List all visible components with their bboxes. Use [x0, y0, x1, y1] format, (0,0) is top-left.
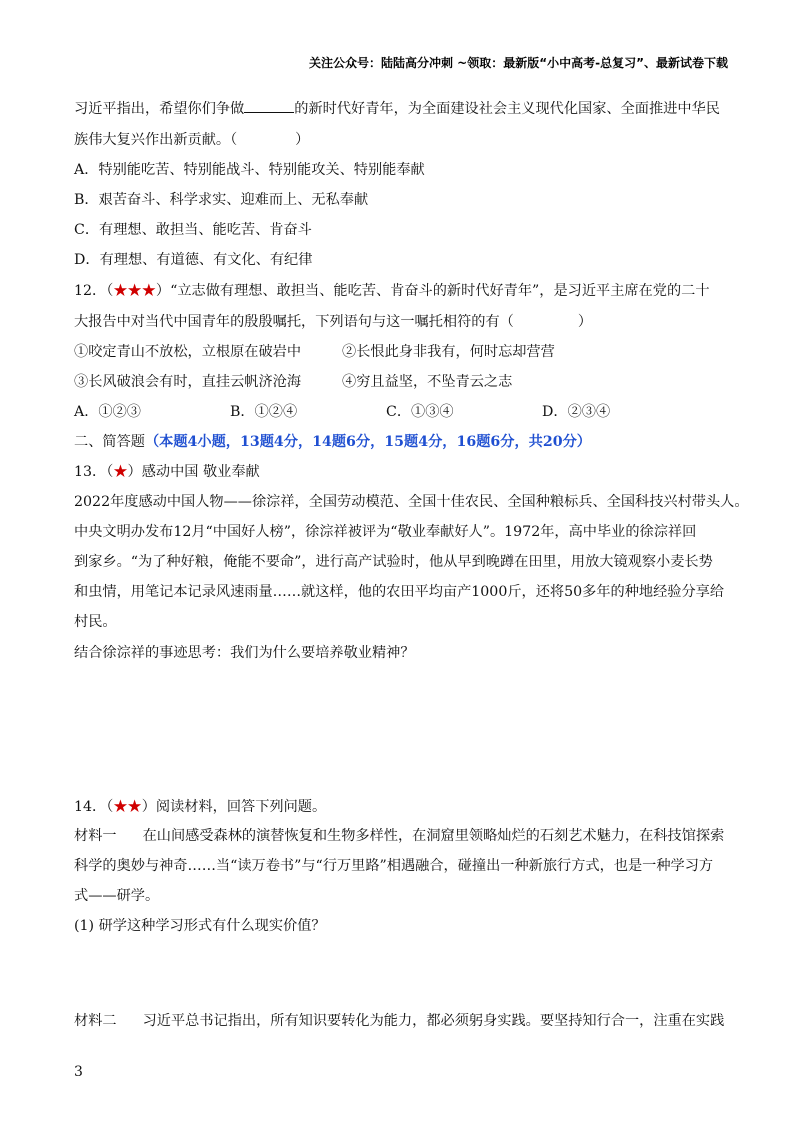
q11-option-c: C．有理想、敢担当、能吃苦、肯奋斗 [74, 222, 312, 238]
q14-material2-label: 材料二 [74, 1013, 117, 1029]
q12-items-row2 [74, 372, 513, 392]
section2-heading [74, 432, 591, 452]
q11-stem-line1 [74, 98, 720, 119]
q12-option-c: C．①③④ [386, 404, 454, 420]
q13-title: ）感动中国 敬业奉献 [127, 464, 260, 480]
q13-text-line5: 村民。 [74, 614, 117, 630]
q14-material2-text1: 习近平总书记指出，所有知识要转化为能力，都必须躬身实践。要坚持知行合一，注重在实践 [142, 1013, 725, 1029]
section2-title: 二、简答题 [74, 434, 145, 450]
q12-stem-line1-text: ）“立志做有理想、敢担当、能吃苦、肯奋斗的新时代好青年”，是习近平主席在党的二十 [155, 283, 710, 299]
q11-stem-part1: 习近平指出，希望你们争做 [74, 101, 245, 117]
q14-title-line [74, 797, 326, 817]
q11-stem-line2 [74, 130, 309, 150]
q11-stem-line2-end: ） [295, 132, 310, 148]
q12-options-row [74, 402, 698, 422]
q12-item-2: ②长恨此身非我有，何时忘却营营 [342, 344, 555, 360]
q12-item-3: ③长风破浪会有时，直挂云帆济沧海 [74, 374, 302, 390]
section2-score-note: （本题4小题，13题4分，14题6分，15题4分，16题6分，共20分） [144, 434, 591, 450]
q13-text-line2: 中央文明办发布12月“中国好人榜”，徐淙祥被评为“敬业奉献好人”。1972年，高中毕业的徐淙祥回 [74, 524, 697, 540]
q11-stem-line2-text: 族伟大复兴作出新贡献。（ [74, 132, 238, 148]
q12-number: 12．（ [74, 283, 114, 299]
q13-question: 结合徐淙祥的事迹思考：我们为什么要培养敬业精神？ [74, 645, 415, 661]
q14-material2-line1 [74, 1011, 724, 1031]
q12-stem-line2 [74, 312, 592, 332]
q12-option-b: B．①②④ [230, 404, 298, 420]
q13-difficulty-stars: ★ [113, 464, 128, 480]
q12-item-1: ①咬定青山不放松，立根原在破岩中 [74, 344, 302, 360]
q11-answer-blank [244, 98, 294, 113]
page-header-banner: 关注公众号：陆陆高分冲刺 ~领取：最新版“小中高考-总复习”、最新试卷下载 [309, 56, 728, 70]
q14-material1-line1 [74, 826, 724, 846]
q13-title-line [74, 462, 260, 482]
q14-material1-text1: 在山间感受森林的演替恢复和生物多样性，在洞窟里领略灿烂的石刻艺术魅力，在科技馆探索 [142, 828, 725, 844]
q14-subquestion-1: (1) 研学这种学习形式有什么现实价值？ [74, 918, 326, 934]
q13-text-line3: 到家乡。“为了种好粮，俺能不要命”，进行高产试验时，他从早到晚蹲在田里，用放大镜观察小麦长势 [74, 554, 713, 570]
q14-number: 14．（ [74, 799, 114, 815]
q12-stem-line2-text: 大报告中对当代中国青年的殷殷嘱托，下列语句与这一嘱托相符的有（ [74, 314, 514, 330]
q12-difficulty-stars: ★★★ [113, 283, 156, 299]
q14-material1-line2: 科学的奥妙与神奇……当“读万卷书”与“行万里路”相遇融合，碰撞出一种新旅行方式，也是一种学习方 [74, 858, 714, 874]
page-number: 3 [74, 1064, 83, 1080]
q11-option-a: A．特别能吃苦、特别能战斗、特别能攻关、特别能奉献 [74, 162, 425, 178]
q14-difficulty-stars: ★★ [113, 799, 142, 815]
q12-option-d: D．②③④ [542, 404, 611, 420]
q12-option-a: A．①②③ [74, 404, 141, 420]
q13-number: 13．（ [74, 464, 114, 480]
q14-material1-line3: 式——研学。 [74, 888, 160, 904]
q11-option-b: B．艰苦奋斗、科学求实、迎难而上、无私奉献 [74, 192, 369, 208]
q14-material1-label: 材料一 [74, 828, 117, 844]
q13-text-line1: 2022年度感动中国人物——徐淙祥，全国劳动模范、全国十佳农民、全国种粮标兵、全国科技兴村带头人。 [74, 494, 749, 510]
q12-stem-line2-end: ） [577, 314, 593, 330]
q12-stem-line1 [74, 281, 710, 301]
q12-item-4: ④穷且益坚，不坠青云之志 [342, 374, 513, 390]
q14-title: ）阅读材料，回答下列问题。 [141, 799, 327, 815]
q11-stem-part2: 的新时代好青年，为全面建设社会主义现代化国家、全面推进中华民 [294, 101, 720, 117]
q13-text-line4: 和虫情，用笔记本记录风速雨量……就这样，他的农田平均亩产1000斤，还将50多年的种地经验分享给 [74, 584, 725, 600]
q11-option-d: D．有理想、有道德、有文化、有纪律 [74, 252, 313, 268]
q12-items-row1 [74, 342, 555, 362]
